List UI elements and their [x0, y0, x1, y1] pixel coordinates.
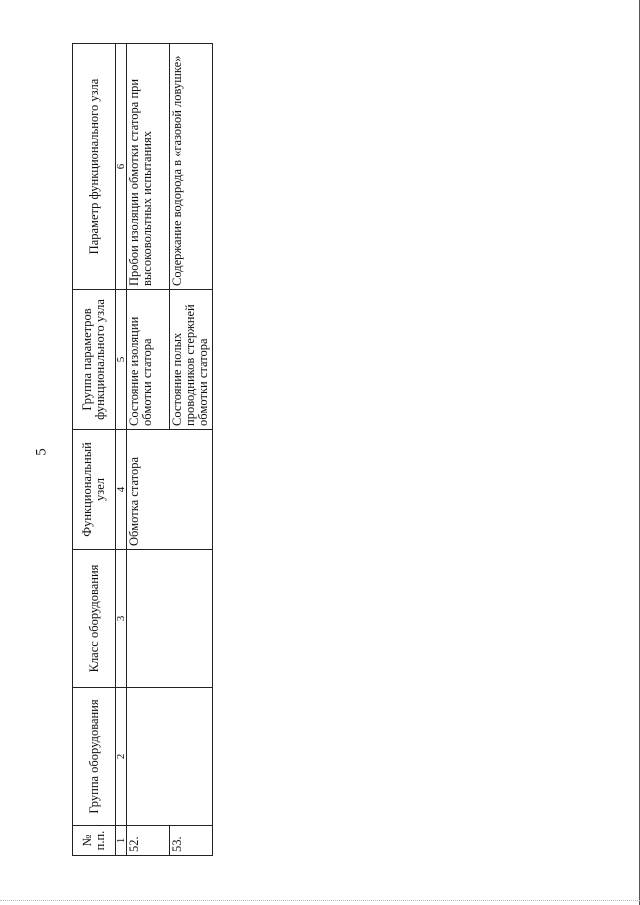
header-cell-parameter-group: Группа параметров функционального узла	[73, 290, 116, 430]
table-row	[170, 44, 213, 856]
page-number: 5	[33, 448, 50, 456]
column-number: 4	[116, 430, 127, 550]
column-number-row	[116, 44, 127, 856]
header-cell-number: № п.п.	[73, 826, 116, 856]
functional-node-cell: Обмотка статора	[127, 430, 170, 550]
equipment-class-cell	[127, 550, 170, 688]
equipment-group-cell	[170, 688, 213, 826]
parameters-table	[72, 43, 213, 856]
column-number: 1	[116, 826, 127, 856]
parameter-group-cell: Состояние изоляции обмотки статора	[127, 290, 170, 430]
functional-node-cell	[170, 430, 213, 550]
parameter-cell: Содержание водорода в «газовой ловушке»	[170, 44, 213, 290]
table-row	[127, 44, 170, 856]
row-number: 53.	[170, 826, 213, 856]
header-cell-functional-node: Функциональный узел	[73, 430, 116, 550]
header-cell-equipment-group: Группа оборудования	[73, 688, 116, 826]
row-number: 52.	[127, 826, 170, 856]
header-cell-equipment-class: Класс оборудования	[73, 550, 116, 688]
rotated-table-container	[72, 44, 210, 856]
column-number: 3	[116, 550, 127, 688]
parameter-cell: Пробои изоляции обмотки статора при высоковольтных испытаниях	[127, 44, 170, 290]
scan-artifact-line	[0, 900, 640, 902]
header-cell-parameter: Параметр функционального узла	[73, 44, 116, 290]
parameter-group-cell: Состояние полых проводников стержней обмотки статора	[170, 290, 213, 430]
equipment-group-cell	[127, 688, 170, 826]
column-number: 6	[116, 44, 127, 290]
equipment-class-cell	[170, 550, 213, 688]
table-header-row	[73, 44, 116, 856]
column-number: 5	[116, 290, 127, 430]
column-number: 2	[116, 688, 127, 826]
